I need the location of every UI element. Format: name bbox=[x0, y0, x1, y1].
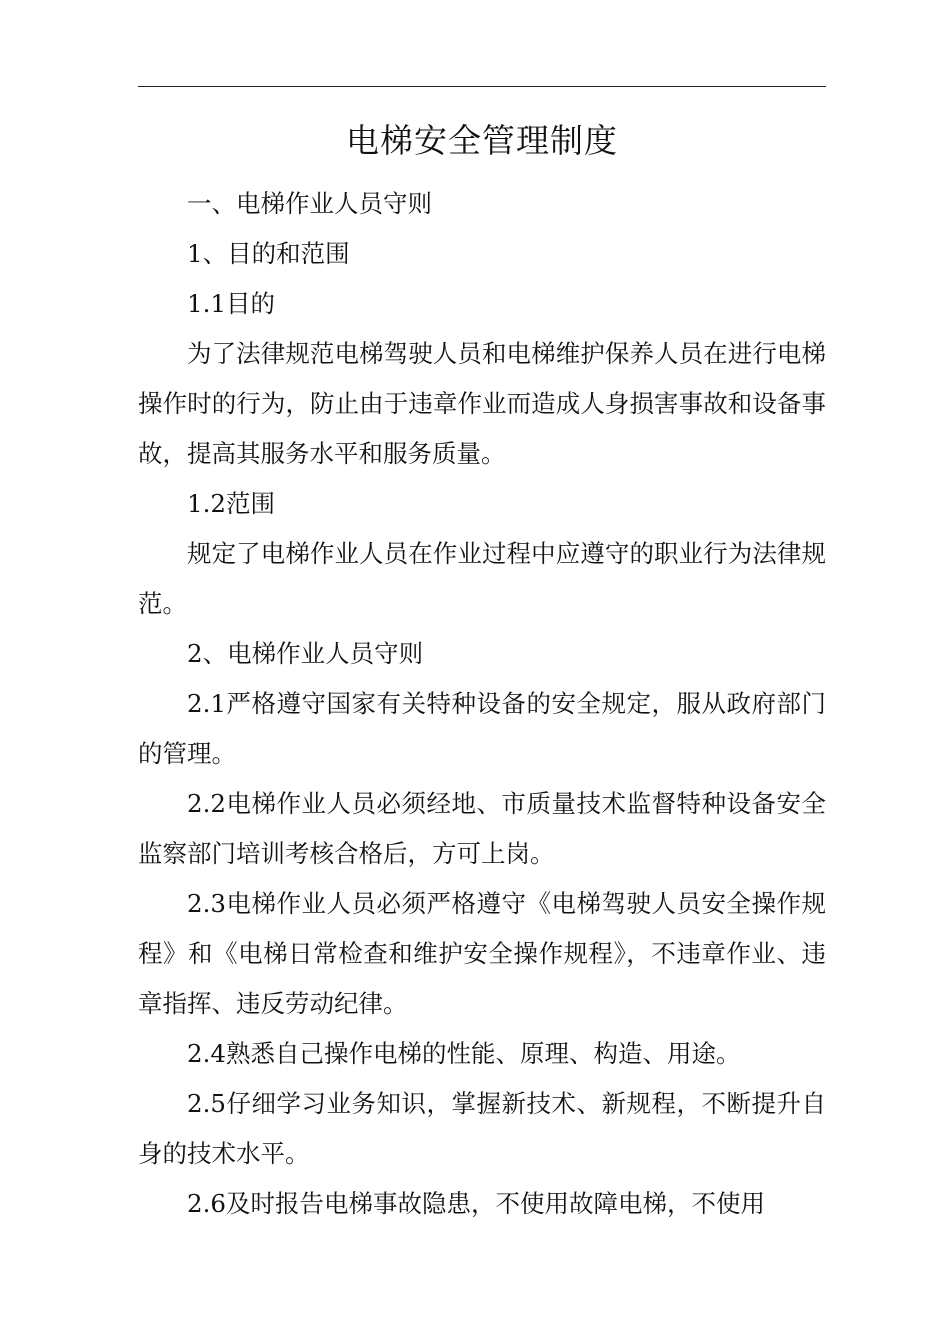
clause-paragraph: 2.5仔细学习业务知识，掌握新技术、新规程，不断提升自身的技术水平。 bbox=[138, 1089, 826, 1168]
clause-heading: 1.2范围 bbox=[187, 489, 275, 518]
subsection-heading: 2、电梯作业人员守则 bbox=[187, 639, 424, 668]
clause-heading: 1.1目的 bbox=[187, 289, 275, 318]
clause-paragraph: 2.1严格遵守国家有关特种设备的安全规定，服从政府部门的管理。 bbox=[138, 689, 826, 768]
header-rule bbox=[138, 86, 826, 87]
body-paragraph: 为了法律规范电梯驾驶人员和电梯维护保养人员在进行电梯操作时的行为，防止由于违章作业而造成人身损害事故和设备事故，提高其服务水平和服务质量。 bbox=[138, 339, 826, 468]
clause-paragraph: 2.2电梯作业人员必须经地、市质量技术监督特种设备安全监察部门培训考核合格后，方可上岗。 bbox=[138, 789, 826, 868]
document-title: 电梯安全管理制度 bbox=[346, 121, 618, 160]
document-body bbox=[138, 179, 826, 1229]
section-heading: 一、电梯作业人员守则 bbox=[187, 189, 432, 218]
clause-paragraph: 2.6及时报告电梯事故隐患，不使用故障电梯，不使用 bbox=[187, 1189, 765, 1218]
body-paragraph: 规定了电梯作业人员在作业过程中应遵守的职业行为法律规范。 bbox=[138, 539, 826, 618]
clause-paragraph: 2.4熟悉自己操作电梯的性能、原理、构造、用途。 bbox=[187, 1039, 741, 1068]
clause-paragraph: 2.3电梯作业人员必须严格遵守《电梯驾驶人员安全操作规程》和《电梯日常检查和维护安全操作规程》，不违章作业、违章指挥、违反劳动纪律。 bbox=[138, 889, 826, 1018]
subsection-heading: 1、目的和范围 bbox=[187, 239, 350, 268]
